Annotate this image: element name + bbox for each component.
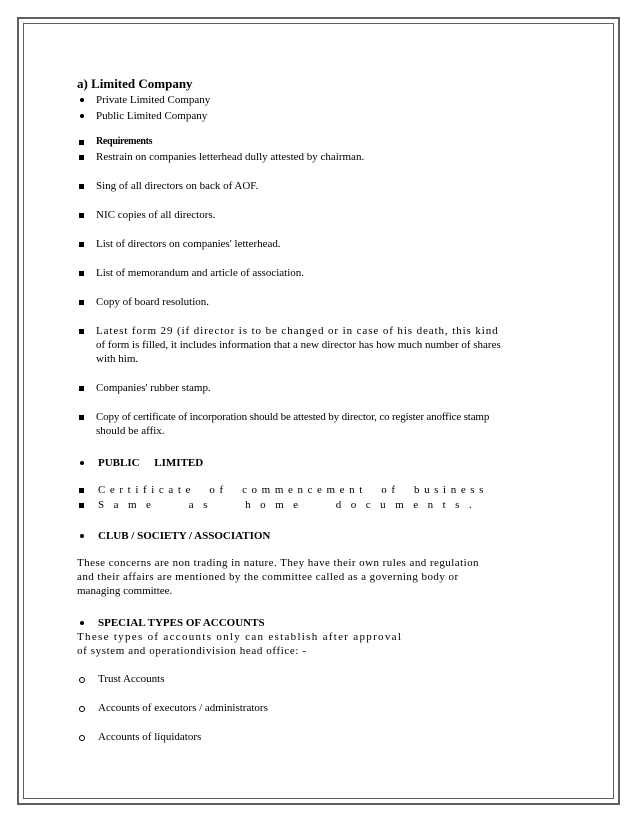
bullet-icon bbox=[80, 621, 84, 625]
square-bullet-icon bbox=[79, 184, 84, 189]
section-heading: a) Limited Company bbox=[77, 76, 193, 91]
club-text-line: and their affairs are mentioned by the committee called as a governing body or bbox=[77, 571, 459, 583]
public-item: Same as home documents. bbox=[98, 499, 482, 511]
bullet-icon bbox=[80, 534, 84, 538]
square-bullet-icon bbox=[79, 329, 84, 334]
square-bullet-icon bbox=[79, 242, 84, 247]
club-text-line: These concerns are non trading in nature. They have their own rules and regulation bbox=[77, 557, 480, 569]
square-bullet-icon bbox=[79, 213, 84, 218]
circle-bullet-icon bbox=[79, 735, 85, 741]
circle-bullet-icon bbox=[79, 677, 85, 683]
requirement-item: Latest form 29 (if director is to be changed or in case of his death, this kind bbox=[96, 325, 499, 337]
public-limited-heading: PUBLIC LIMITED bbox=[98, 457, 204, 469]
special-text-line: of system and operationdivision head office: - bbox=[77, 645, 307, 657]
requirement-item: Companies' rubber stamp. bbox=[96, 382, 211, 394]
requirement-item-continued: with him. bbox=[96, 353, 139, 365]
square-bullet-icon bbox=[79, 140, 84, 145]
special-account-item: Accounts of liquidators bbox=[98, 731, 202, 743]
requirement-item: Restrain on companies letterhead dully attested by chairman. bbox=[96, 151, 365, 163]
square-bullet-icon bbox=[79, 271, 84, 276]
requirement-item-continued: should be affix. bbox=[96, 425, 165, 437]
square-bullet-icon bbox=[79, 386, 84, 391]
company-type-item: Public Limited Company bbox=[96, 110, 208, 122]
requirement-item: Copy of certificate of incorporation should be attested by director, co register anoffice stamp bbox=[96, 411, 490, 423]
special-account-item: Trust Accounts bbox=[98, 673, 165, 685]
club-heading: CLUB / SOCIETY / ASSOCIATION bbox=[98, 530, 271, 542]
square-bullet-icon bbox=[79, 415, 84, 420]
requirement-item-continued: of form is filled, it includes information that a new director has how much number of shares bbox=[96, 339, 501, 351]
requirements-label: Requirements bbox=[96, 136, 153, 147]
requirement-item: Sing of all directors on back of AOF. bbox=[96, 180, 259, 192]
square-bullet-icon bbox=[79, 488, 84, 493]
company-type-item: Private Limited Company bbox=[96, 94, 211, 106]
bullet-icon bbox=[80, 461, 84, 465]
square-bullet-icon bbox=[79, 155, 84, 160]
requirement-item: Copy of board resolution. bbox=[96, 296, 210, 308]
bullet-icon bbox=[80, 114, 84, 118]
square-bullet-icon bbox=[79, 503, 84, 508]
special-account-item: Accounts of executors / administrators bbox=[98, 702, 268, 714]
requirement-item: List of directors on companies' letterhead. bbox=[96, 238, 281, 250]
special-text-line: These types of accounts only can establish after approval bbox=[77, 631, 403, 643]
requirement-item: NIC copies of all directors. bbox=[96, 209, 216, 221]
club-text-line: managing committee. bbox=[77, 585, 173, 597]
special-accounts-heading: SPECIAL TYPES OF ACCOUNTS bbox=[98, 617, 265, 629]
square-bullet-icon bbox=[79, 300, 84, 305]
bullet-icon bbox=[80, 98, 84, 102]
requirement-item: List of memorandum and article of association. bbox=[96, 267, 305, 279]
public-item: Certificate of commencement of business bbox=[98, 484, 489, 496]
circle-bullet-icon bbox=[79, 706, 85, 712]
